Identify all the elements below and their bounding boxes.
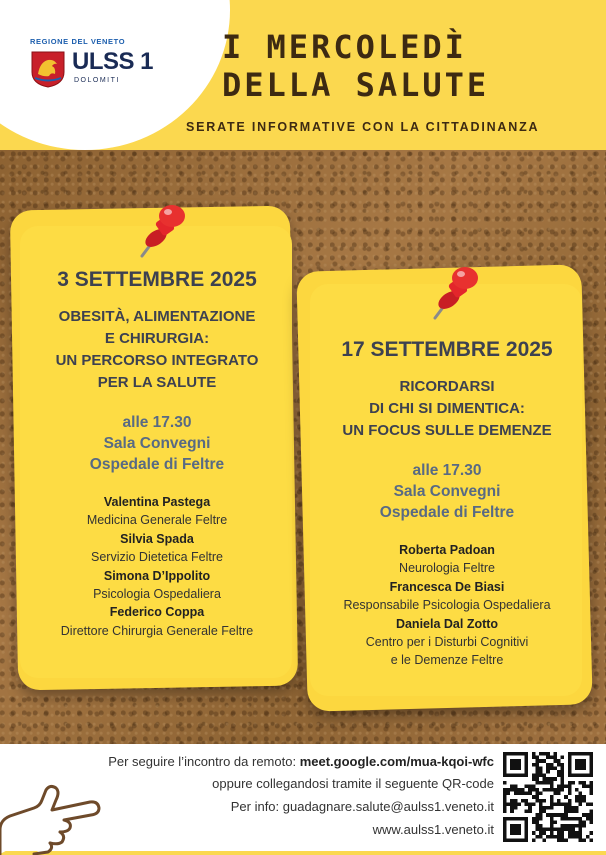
logo-region-text: REGIONE DEL VENETO — [30, 37, 126, 46]
event-1-topic-line: UN PERCORSO INTEGRATO — [55, 352, 259, 369]
title-line-2: DELLA SALUTE — [222, 66, 490, 104]
meet-link[interactable]: meet.google.com/mua-kqoi-wfc — [299, 754, 494, 769]
event-note-1 — [14, 208, 309, 698]
speaker-role: Psicologia Ospedaliera — [93, 587, 221, 602]
page-title — [222, 28, 582, 104]
speaker-name: Daniela Dal Zotto — [395, 616, 499, 631]
speaker-role: Neurologia Feltre — [399, 561, 495, 576]
event-2-topic-line: UN FOCUS SULLE DEMENZE — [342, 422, 552, 439]
event-2-date: 17 SETTEMBRE 2025 — [341, 338, 553, 361]
veneto-lion-shield-icon — [30, 50, 66, 88]
event-note-2 — [302, 262, 592, 712]
speaker-name: Silvia Spada — [120, 531, 194, 546]
speaker-name: Federico Coppa — [109, 605, 205, 620]
speaker-name: Valentina Pastega — [103, 495, 211, 509]
title-line-1: I MERCOLEDÌ — [222, 28, 467, 66]
info-email[interactable]: Per info: guadagnare.salute@aulss1.veneto.it — [230, 799, 494, 814]
pointing-hand-icon — [0, 780, 104, 855]
event-2-room: Sala Convegni — [393, 483, 501, 500]
speaker-name: Roberta Padoan — [399, 543, 495, 557]
event-2-time: alle 17.30 — [412, 462, 482, 479]
event-1-speakers — [22, 493, 292, 640]
remote-prefix: Per seguire l’incontro da remoto: — [108, 754, 300, 769]
remote-line — [108, 754, 494, 769]
speaker-role: Medicina Generale Feltre — [86, 513, 228, 528]
speaker-name: Simona D’Ippolito — [103, 568, 211, 583]
event-2-speakers — [312, 541, 582, 670]
event-1-date: 3 SETTEMBRE 2025 — [57, 268, 257, 291]
speaker-role: e le Demenze Feltre — [390, 653, 504, 668]
event-1-topic — [22, 306, 292, 394]
speaker-name: Francesca De Biasi — [389, 579, 505, 594]
event-1-topic-line: E CHIRURGIA: — [104, 330, 210, 347]
event-1-topic-line: PER LA SALUTE — [97, 374, 217, 391]
note-2-content — [312, 338, 582, 670]
speaker-role: Responsabile Psicologia Ospedaliera — [343, 598, 551, 613]
header — [0, 0, 606, 150]
event-2-venue: Ospedale di Feltre — [379, 504, 515, 521]
speaker-role: Centro per i Disturbi Cognitivi — [365, 635, 529, 650]
logo-ulss-text: ULSS 1 — [72, 48, 154, 75]
speaker-role: Servizio Dietetica Feltre — [91, 550, 223, 565]
qr-code[interactable] — [503, 752, 593, 842]
website-link[interactable]: www.aulss1.veneto.it — [372, 822, 494, 837]
qr-line: oppure collegandosi tramite il seguente QR-code — [212, 776, 494, 791]
event-2-topic-line: DI CHI SI DIMENTICA: — [369, 400, 525, 417]
event-1-when — [22, 412, 292, 475]
speaker-role: Direttore Chirurgia Generale Feltre — [60, 623, 254, 638]
event-2-topic-line: RICORDARSI — [399, 378, 495, 395]
event-2-when — [312, 460, 582, 523]
note-1-content — [22, 268, 292, 640]
event-1-topic-line: OBESITÀ, ALIMENTAZIONE — [58, 308, 256, 325]
ulss-logo — [30, 37, 154, 97]
page-subtitle: SERATE INFORMATIVE CON LA CITTADINANZA — [186, 120, 540, 134]
event-1-room: Sala Convegni — [103, 435, 211, 452]
event-1-venue: Ospedale di Feltre — [89, 456, 225, 473]
logo-dolomiti-text: DOLOMITI — [74, 77, 120, 84]
push-pin-icon — [132, 200, 192, 260]
push-pin-icon — [425, 262, 485, 322]
event-2-topic — [312, 376, 582, 442]
event-1-time: alle 17.30 — [122, 414, 192, 431]
